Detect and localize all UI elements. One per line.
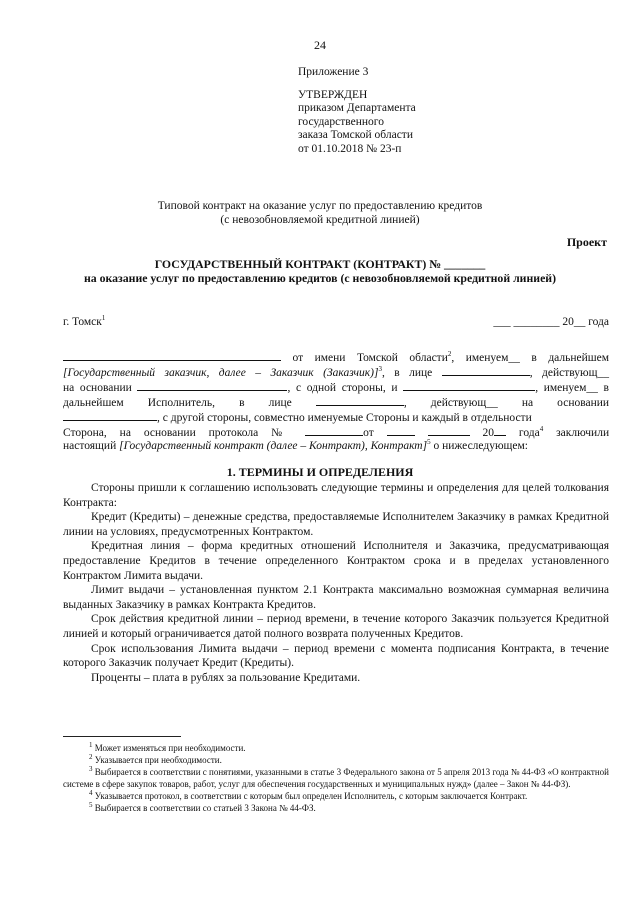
footnote-4: $^4$ Указывается протокол, в соответствии с которым был определен Исполнитель, с которым заключается Контракт.: [89, 789, 528, 801]
paragraph: Кредит (Кредиты) – денежные средства, предоставляемые Исполнителем Заказчику в рамках Кредитной линии на условиях, предусмотренных Контрактом.: [63, 511, 609, 538]
parties-line-5: , с другой стороны, совместно именуемые Стороны и каждый в отдельности: [63, 410, 609, 424]
protocol-month-blank: [428, 425, 470, 436]
parties-line-7: настоящий [Государственный контракт (далее – Контракт), Контракт]$^5$ о нижеследующем:: [63, 438, 528, 452]
footnote-3: $^3$ Выбирается в соответствии с понятиями, указанными в статье 3 Федерального закона от 5 апреля 2013 года № 44-ФЗ «О контрактной системе в сфере закупок товаров, работ, услуг для обеспечения государственных и муниципальных нужд» (далее – Закон № 44-ФЗ).: [63, 765, 609, 789]
page-number: 24: [314, 38, 326, 52]
parties-line-1: от имени Томской области$^2$, именуем__ в дальнейшем: [63, 350, 609, 364]
doc-type-line2: (с невозобновляемой кредитной линией): [220, 214, 420, 226]
parties-line-3: на основании , с одной стороны, и , именуем__ в: [63, 382, 609, 394]
doc-type-title: [40, 199, 600, 227]
contract-title: [40, 257, 600, 285]
contractor-blank: [403, 380, 535, 391]
approval-dept: государственного: [298, 115, 384, 128]
footnote-2: $^2$ Указывается при необходимости.: [89, 753, 222, 765]
doc-type-line1: Типовой контракт на оказание услуг по предоставлению кредитов: [157, 200, 483, 212]
contract-title-line1: ГОСУДАРСТВЕННЫЙ КОНТРАКТ (КОНТРАКТ) № _______: [154, 257, 486, 271]
contract-date: ___ ________ 20__ года: [493, 316, 609, 328]
contractor-basis-blank: [63, 410, 157, 421]
approval-block: [298, 66, 416, 157]
paragraph: Лимит выдачи – установленная пунктом 2.1 Контракта максимально возможная суммарная величина выданных Заказчику в рамках Контракта Кредитов.: [63, 584, 609, 611]
parties-line-4: дальнейшем Исполнитель, в лице , действующ__ на основании: [63, 397, 610, 409]
parties-line-6: Сторона, на основании протокола № от 20 года$^4$ заключили: [63, 425, 610, 439]
footnote-1: $^1$ Может изменяться при необходимости.: [89, 741, 246, 753]
protocol-day-blank: [387, 425, 415, 436]
place: г. Томск$^1$: [63, 314, 106, 328]
approval-order: приказом Департамента: [298, 102, 416, 115]
paragraph: Срок использования Лимита выдачи – период времени с момента подписания Контракта, в течение которого Заказчик получает Кредит (Кредиты).: [63, 642, 609, 670]
place-date-line: [63, 316, 609, 332]
protocol-year-blank: [494, 425, 506, 436]
appendix-label: Приложение 3: [298, 66, 369, 78]
paragraph: Срок действия кредитной линии – период времени, в течение которого Заказчик пользуется Кредитной линией и который ограничивается датой полного возврата полученных Кредитов.: [63, 613, 609, 640]
footnote-5: $^5$ Выбирается в соответствии со статьей 3 Закона № 44-ФЗ.: [89, 801, 316, 813]
contract-title-line2: на оказание услуг по предоставлению кредитов (с невозобновляемой кредитной линией): [83, 271, 557, 285]
parties-line-2: [Государственный заказчик, далее – Заказчик (Заказчик)]$^3$, в лице , действующ__: [63, 365, 609, 379]
approval-region: заказа Томской области: [298, 129, 413, 142]
protocol-number-blank: [305, 425, 363, 436]
basis-blank: [137, 380, 287, 391]
draft-label: Проект: [566, 235, 607, 249]
customer-name-blank: [63, 350, 281, 361]
paragraph: Кредитная линия – форма кредитных отношений Исполнителя и Заказчика, предусматривающая предоставление Кредитов в течение определенного Контрактом срока и в пределах установленного Контрактом Лимита выдачи.: [63, 540, 609, 582]
paragraph: Стороны пришли к соглашению использовать следующие термины и определения для целей толкования Контракта:: [63, 482, 609, 509]
representative-blank: [442, 365, 530, 376]
approval-date: от 01.10.2018 № 23-п: [298, 142, 402, 155]
footnote-divider: [63, 736, 181, 737]
section-1-body: [63, 481, 609, 685]
paragraph: Проценты – плата в рублях за пользование Кредитами.: [91, 671, 361, 684]
contractor-rep-blank: [316, 395, 404, 406]
section-1-title: 1. ТЕРМИНЫ И ОПРЕДЕЛЕНИЯ: [226, 465, 414, 479]
approved-label: УТВЕРЖДЕН: [298, 88, 368, 101]
footnotes: [63, 742, 609, 814]
